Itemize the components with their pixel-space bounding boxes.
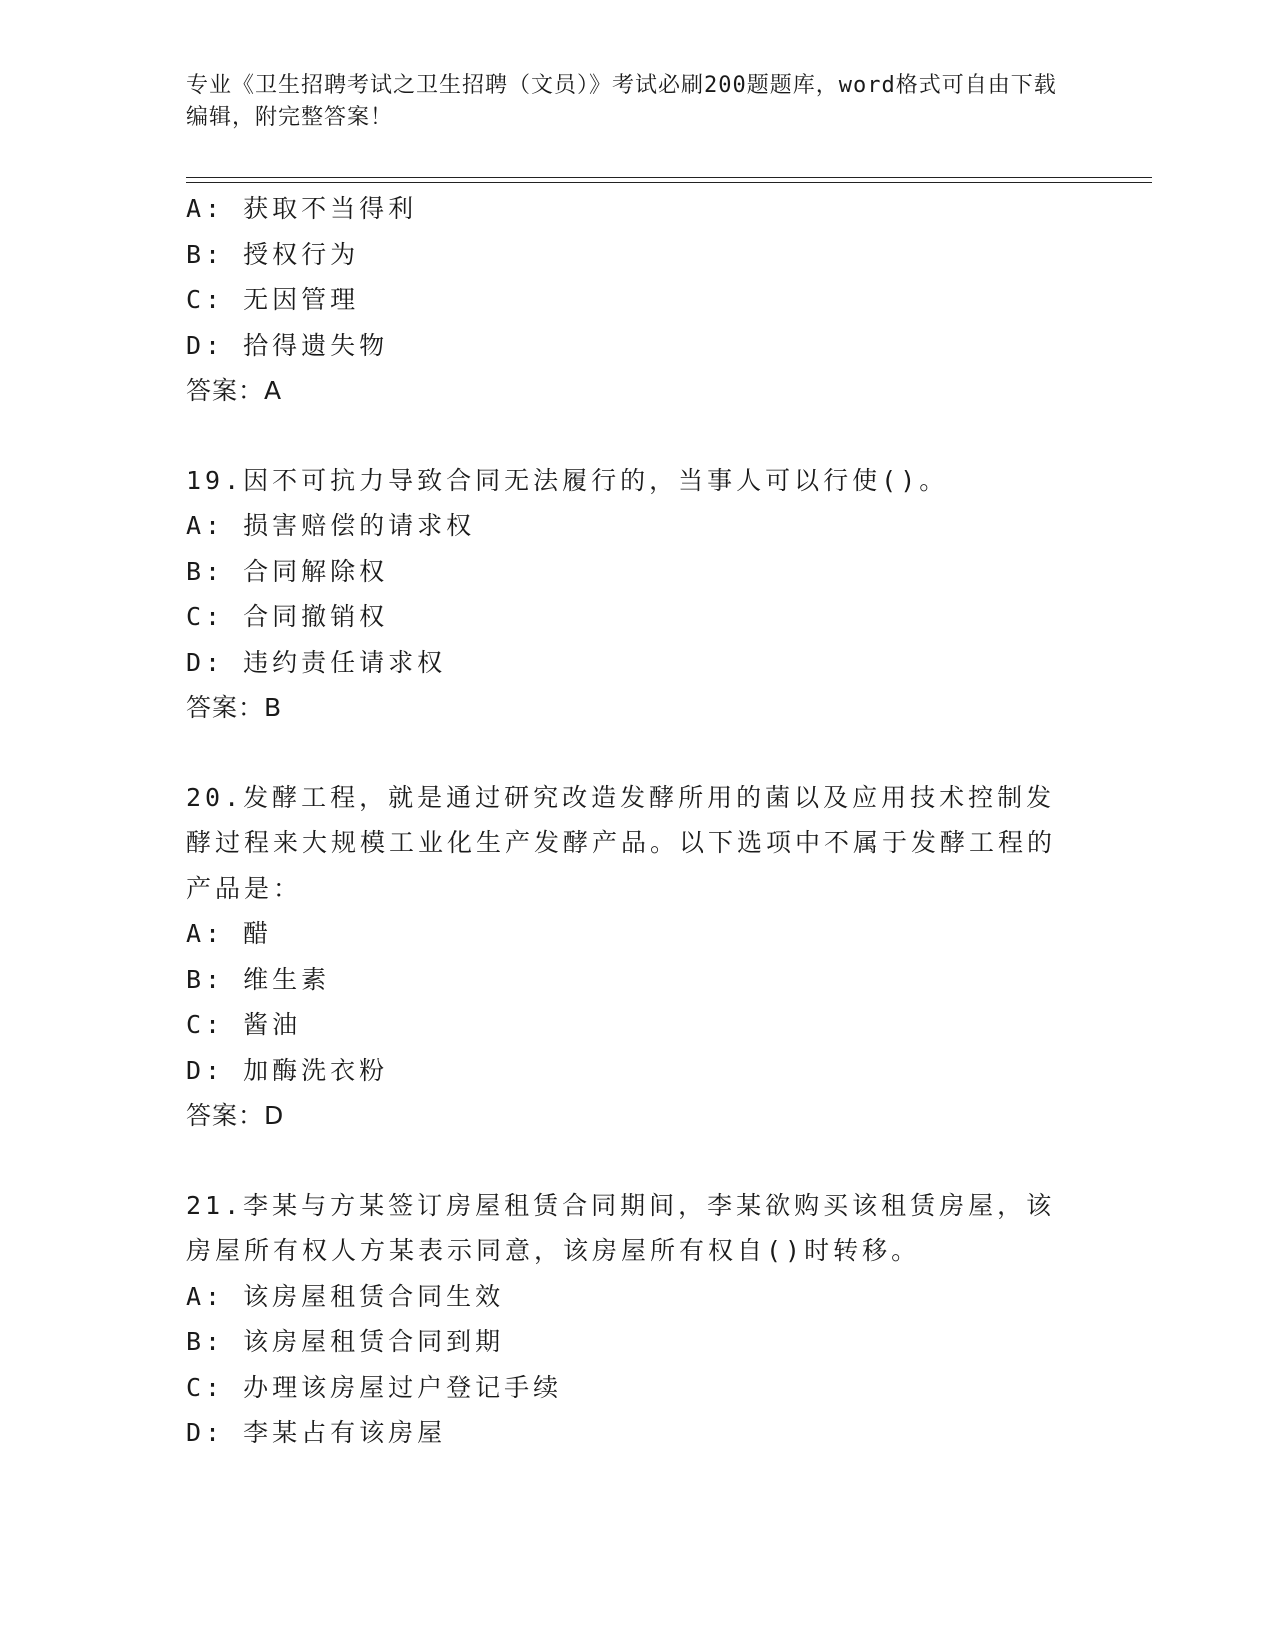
option-d: D: 拾得遗失物 xyxy=(186,330,389,360)
option-b: B: 维生素 xyxy=(186,964,331,994)
question-spacer xyxy=(186,1139,1086,1183)
question-spacer xyxy=(186,414,1086,458)
option-a: A: 损害赔偿的请求权 xyxy=(186,511,476,540)
option-b: B: 合同解除权 xyxy=(186,556,389,586)
option-a: A: 该房屋租赁合同生效 xyxy=(186,1281,505,1311)
option-c: C: 酱油 xyxy=(186,1010,302,1039)
option-a: A: 获取不当得利 xyxy=(186,194,418,223)
question-20-block xyxy=(186,775,1086,1139)
option-c: C: 合同撤销权 xyxy=(186,602,389,631)
option-d: D: 李某占有该房屋 xyxy=(186,1418,447,1447)
question-21-block xyxy=(186,1183,1086,1456)
option-b: B: 授权行为 xyxy=(186,239,360,269)
option-d: D: 加酶洗衣粉 xyxy=(186,1055,389,1085)
option-a: A: 醋 xyxy=(186,919,273,948)
option-c: C: 办理该房屋过户登记手续 xyxy=(186,1372,563,1402)
question-stem: 19.因不可抗力导致合同无法履行的，当事人可以行使()。 xyxy=(186,465,949,495)
answer-line: 答案：B xyxy=(186,693,283,722)
header-divider xyxy=(186,177,1152,178)
question-19-block xyxy=(186,458,1086,731)
option-b: B: 该房屋租赁合同到期 xyxy=(186,1327,505,1356)
option-c: C: 无因管理 xyxy=(186,285,360,314)
document-header: 专业《卫生招聘考试之卫生招聘（文员）》考试必刷200题题库，word格式可自由下载编辑，附完整答案！ xyxy=(186,73,1057,130)
answer-line: 答案：A xyxy=(186,376,283,405)
question-list xyxy=(186,186,1086,1456)
answer-line: 答案：D xyxy=(186,1101,285,1130)
question-stem: 20.发酵工程，就是通过研究改造发酵所用的菌以及应用技术控制发酵过程来大规模工业化生产发酵产品。以下选项中不属于发酵工程的产品是： xyxy=(186,782,1057,903)
option-d: D: 违约责任请求权 xyxy=(186,647,447,677)
question-stem: 21.李某与方某签订房屋租赁合同期间，李某欲购买该租赁房屋，该房屋所有权人方某表示同意，该房屋所有权自()时转移。 xyxy=(186,1190,1056,1265)
question-spacer xyxy=(186,731,1086,775)
header-divider-second xyxy=(186,182,1152,183)
question-18-block xyxy=(186,186,1086,414)
